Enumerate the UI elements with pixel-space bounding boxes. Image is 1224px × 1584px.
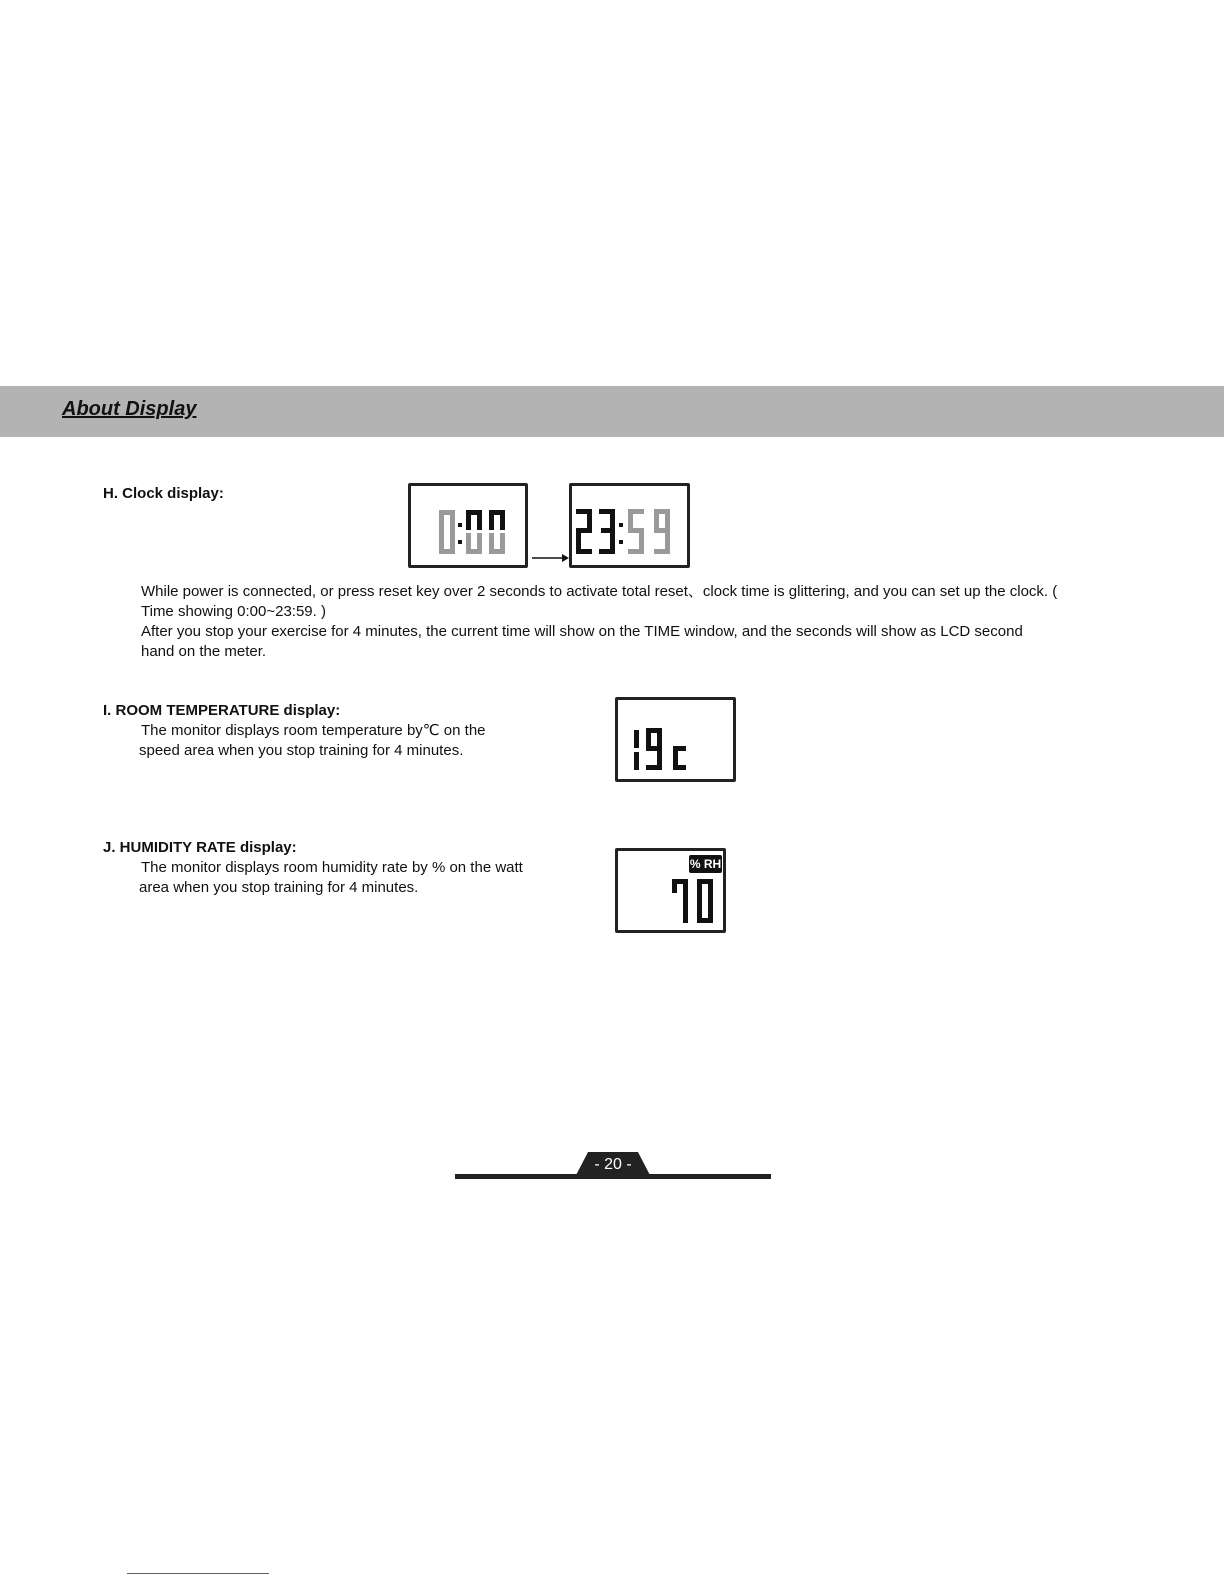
lcd-humidity-digits xyxy=(618,851,723,930)
lcd-clock-end-digits xyxy=(572,486,687,565)
lcd-clock-start-digits xyxy=(411,486,525,565)
arrow-right-icon xyxy=(530,552,570,564)
bottom-link-underline xyxy=(127,1573,269,1574)
humidity-line-1: The monitor displays room humidity rate by % on the watt xyxy=(141,859,523,876)
lcd-temperature xyxy=(615,697,736,782)
temperature-heading: I. ROOM TEMPERATURE display: xyxy=(103,702,341,719)
clock-paragraph-2-line-2: hand on the meter. xyxy=(141,643,267,660)
clock-paragraph-2-line-1: After you stop your exercise for 4 minutes, the current time will show on the TIME window, and the seconds will show as LCD second xyxy=(141,623,1023,640)
section-header-bar xyxy=(0,386,1224,437)
clock-paragraph-1-line-1: While power is connected, or press reset key over 2 seconds to activate total reset、clock time is glittering, and you can set up the clock. ( xyxy=(141,583,1058,600)
humidity-badge: % RH xyxy=(689,857,722,871)
lcd-temperature-digits xyxy=(618,700,733,779)
temperature-line-2: speed area when you stop training for 4 minutes. xyxy=(139,742,464,759)
temperature-line-1: The monitor displays room temperature by℃ on the xyxy=(141,722,486,739)
page-number: - 20 - xyxy=(594,1156,632,1173)
humidity-heading: J. HUMIDITY RATE display: xyxy=(103,839,297,856)
clock-paragraph-1-line-2: Time showing 0:00~23:59. ) xyxy=(141,603,326,620)
clock-heading: H. Clock display: xyxy=(103,485,224,502)
lcd-clock-start xyxy=(408,483,528,568)
lcd-clock-end xyxy=(569,483,690,568)
section-title: About Display xyxy=(62,398,197,420)
humidity-line-2: area when you stop training for 4 minutes. xyxy=(139,879,419,896)
lcd-humidity xyxy=(615,848,726,933)
